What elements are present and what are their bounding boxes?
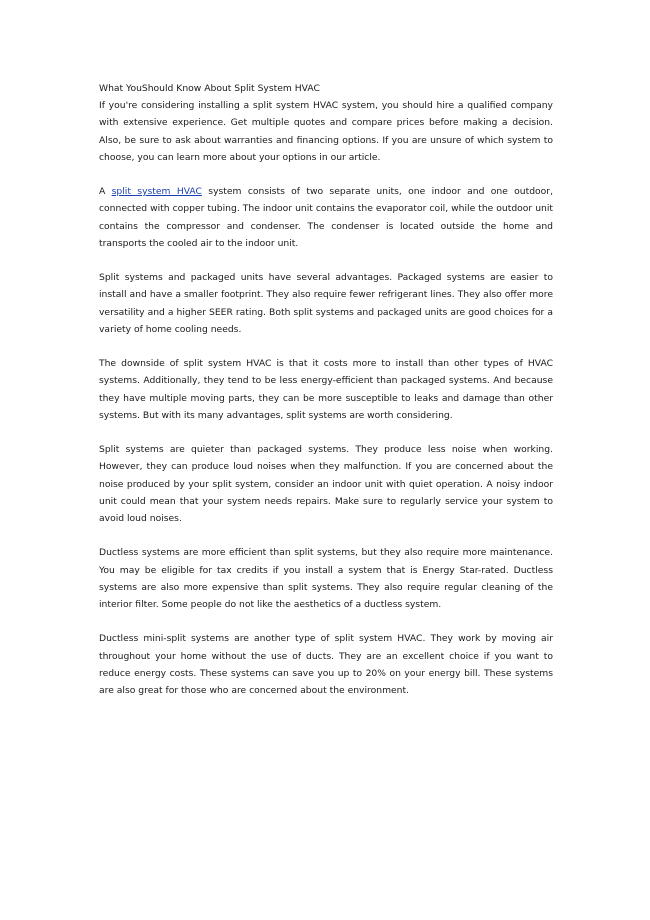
article-body bbox=[99, 80, 553, 716]
paragraph-noise: Split systems are quieter than packaged systems. They produce less noise when working. However, they can produce loud noises when they malfunction. If you are concerned about the noise produced by your split system, consider an indoor unit with quiet operation. A noisy indoor unit could mean that your system needs repairs. Make sure to regularly service your system to avoid loud noises. bbox=[99, 444, 553, 525]
paragraph-mini-split: Ductless mini-split systems are another type of split system HVAC. They work by moving air throughout your home without the use of ducts. They are an excellent choice if you want to reduce energy costs. These systems can save you up to 20% on your energy bill. These systems are also great for those who are concerned about the environment. bbox=[99, 633, 553, 697]
paragraph-advantages: Split systems and packaged units have several advantages. Packaged systems are easier to install and have a smaller footprint. They also require fewer refrigerant lines. They also offer more versatility and a higher SEER rating. Both split systems and packaged units are good choices for a variety of home cooling needs. bbox=[99, 272, 553, 335]
paragraph-prefix: A bbox=[99, 186, 112, 198]
paragraph-suffix: system consists of two separate units, one indoor and one outdoor, connected with copper tubing. The indoor unit contains the evaporator coil, while the outdoor unit contains the compressor and condenser. The condenser is located outside the home and transports the cooled air to the indoor unit. bbox=[99, 186, 553, 249]
paragraph-split-system-definition bbox=[99, 183, 553, 252]
paragraph-ductless: Ductless systems are more efficient than split systems, but they also require more maintenance. You may be eligible for tax credits if you install a system that is Energy Star-rated. Ductless systems are also more expensive than split systems. They also require regular cleaning of the interior filter. Some people do not like the aesthetics of a ductless system. bbox=[99, 547, 553, 611]
article-title: What YouShould Know About Split System HVAC bbox=[99, 83, 320, 94]
split-system-hvac-link[interactable]: split system HVAC bbox=[111, 186, 202, 198]
paragraph-downside: The downside of split system HVAC is that it costs more to install than other types of HVAC systems. Additionally, they tend to be less energy-efficient than packaged systems. And because they have multiple moving parts, they can be more susceptible to leaks and damage than other systems. But with its many advantages, split systems are worth considering. bbox=[99, 358, 553, 421]
paragraph-intro: If you're considering installing a split system HVAC system, you should hire a qualified company with extensive experience. Get multiple quotes and compare prices before making a decision. Also, be sure to ask about warranties and financing options. If you are unsure of which system to choose, you can learn more about your options in our article. bbox=[99, 100, 553, 163]
